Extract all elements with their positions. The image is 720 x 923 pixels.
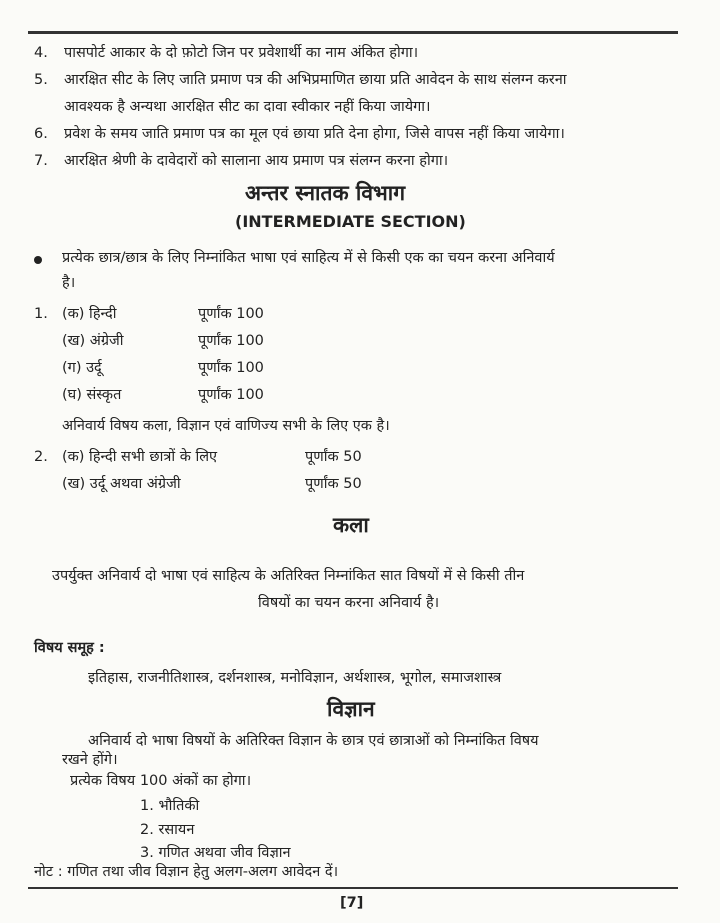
lang-marks: पूर्णांक 100 — [198, 387, 264, 403]
list-text: पासपोर्ट आकार के दो फ़ोटो जिन पर प्रवेशार्थी का नाम अंकित होगा। — [64, 45, 419, 61]
lang-name: (क) हिन्दी — [62, 306, 117, 322]
lang-name: (घ) संस्कृत — [62, 387, 122, 403]
science-text-line1: अनिवार्य दो भाषा विषयों के अतिरिक्त विज्ञान के छात्र एवं छात्राओं को निम्नांकित विषय — [88, 733, 539, 749]
lang-marks: पूर्णांक 100 — [198, 306, 264, 322]
lang-list-number: 1. — [34, 306, 48, 322]
second-item-name: (ख) उर्दू अथवा अंग्रेजी — [62, 476, 181, 492]
lang-marks: पूर्णांक 100 — [198, 333, 264, 349]
bottom-rule — [28, 887, 678, 889]
science-subject: 1. भौतिकी — [140, 798, 200, 814]
compulsory-note: अनिवार्य विषय कला, विज्ञान एवं वाणिज्य सभी के लिए एक है। — [62, 418, 390, 434]
list-item-5 — [34, 70, 567, 90]
list-number: 7. — [34, 153, 48, 169]
lang-name: (ग) उर्दू — [62, 360, 102, 376]
list-number: 4. — [34, 45, 48, 61]
footnote: नोट : गणित तथा जीव विज्ञान हेतु अलग-अलग आवेदन दें। — [34, 864, 339, 880]
arts-heading: कला — [333, 513, 369, 537]
list-item-4 — [34, 43, 418, 63]
lang-marks: पूर्णांक 100 — [198, 360, 264, 376]
section-heading-hindi: अन्तर स्नातक विभाग — [245, 181, 406, 205]
bullet-dot — [34, 256, 42, 264]
lang-name: (ख) अंग्रेजी — [62, 333, 124, 349]
science-subject: 2. रसायन — [140, 822, 195, 838]
list-text: आरक्षित सीट के लिए जाति प्रमाण पत्र की अभिप्रमाणित छाया प्रति आवेदन के साथ संलग्न करना — [64, 72, 567, 88]
science-heading: विज्ञान — [327, 697, 375, 721]
second-item-marks: पूर्णांक 50 — [305, 476, 362, 492]
science-subject: 3. गणित अथवा जीव विज्ञान — [140, 845, 291, 861]
list-item-7 — [34, 151, 448, 171]
arts-text-line1: उपर्युक्त अनिवार्य दो भाषा एवं साहित्य के अतिरिक्त निम्नांकित सात विषयों में से किसी तीन — [52, 568, 525, 584]
top-rule — [28, 31, 678, 34]
list-item-5-cont: आवश्यक है अन्यथा आरक्षित सीट का दावा स्वीकार नहीं किया जायेगा। — [64, 99, 431, 115]
science-text-line2: रखने होंगे। — [62, 752, 118, 768]
second-item-marks: पूर्णांक 50 — [305, 449, 362, 465]
second-item-name: (क) हिन्दी सभी छात्रों के लिए — [62, 449, 218, 465]
section-heading-english: (INTERMEDIATE SECTION) — [235, 212, 466, 231]
arts-text-line2: विषयों का चयन करना अनिवार्य है। — [258, 595, 440, 611]
science-text-line3: प्रत्येक विषय 100 अंकों का होगा। — [70, 773, 252, 789]
second-list-number: 2. — [34, 449, 48, 465]
list-number: 6. — [34, 126, 48, 142]
subject-list: इतिहास, राजनीतिशास्त्र, दर्शनशास्त्र, मनोविज्ञान, अर्थशास्त्र, भूगोल, समाजशास्त्र — [88, 670, 502, 686]
list-item-6 — [34, 124, 565, 144]
page-number: [7] — [340, 895, 364, 911]
list-text: आरक्षित श्रेणी के दावेदारों को सालाना आय प्रमाण पत्र संलग्न करना होगा। — [64, 153, 449, 169]
subject-group-label: विषय समूह : — [34, 640, 105, 656]
bullet-text: प्रत्येक छात्र/छात्र के लिए निम्नांकित भाषा एवं साहित्य में से किसी एक का चयन करना अनिवार्य — [62, 250, 555, 266]
list-number: 5. — [34, 72, 48, 88]
bullet-text-cont: है। — [62, 275, 76, 291]
list-text: प्रवेश के समय जाति प्रमाण पत्र का मूल एवं छाया प्रति देना होगा, जिसे वापस नहीं किया जायेगा। — [64, 126, 565, 142]
